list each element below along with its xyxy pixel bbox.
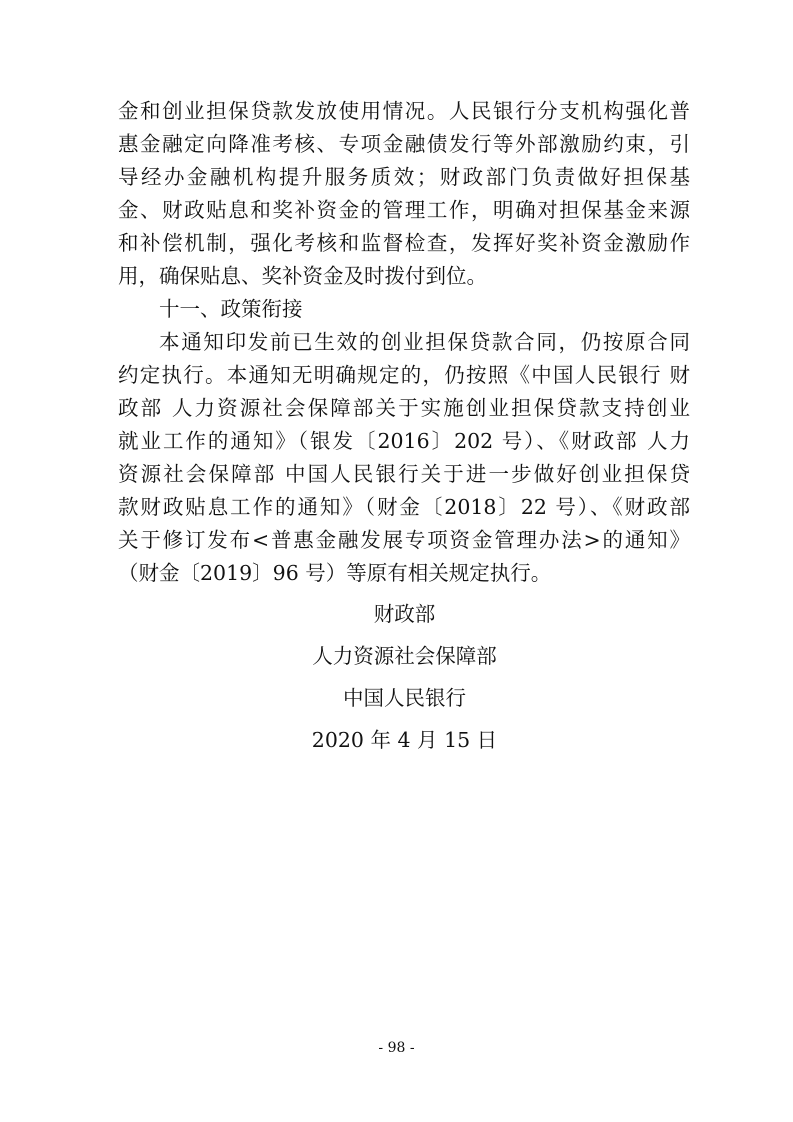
- section-line: 关于修订发布<普惠金融发展专项资金管理办法>的通知》: [118, 528, 690, 552]
- body-line: 惠金融定向降准考核、专项金融债发行等外部激励约束，引: [118, 132, 690, 156]
- signature-block: [0, 593, 793, 761]
- section-line: 就业工作的通知》（银发〔2016〕202 号）、《财政部 人力: [118, 429, 690, 453]
- document-date: 2020 年 4 月 15 日: [311, 728, 498, 752]
- page-number: - 98 -: [378, 1040, 415, 1056]
- section-line: 本通知印发前已生效的创业担保贷款合同，仍按原合同: [159, 330, 690, 354]
- section-line: 款财政贴息工作的通知》（财金〔2018〕22 号）、《财政部: [118, 495, 690, 519]
- signatory-ministry-of-finance: 财政部: [373, 602, 436, 626]
- signatory-ministry-of-human-resources: 人力资源社会保障部: [312, 644, 497, 668]
- section-line: 约定执行。本通知无明确规定的，仍按照《中国人民银行 财: [118, 363, 690, 387]
- body-line: 导经办金融机构提升服务质效；财政部门负责做好担保基: [118, 165, 690, 189]
- section-heading: 十一、政策衔接: [159, 297, 303, 321]
- body-line: 金、财政贴息和奖补资金的管理工作，明确对担保基金来源: [118, 198, 690, 222]
- signatory-peoples-bank-of-china: 中国人民银行: [343, 686, 466, 710]
- section-line: （财金〔2019〕96 号）等原有相关规定执行。: [118, 561, 552, 585]
- section-line: 政部 人力资源社会保障部关于实施创业担保贷款支持创业: [118, 396, 690, 420]
- body-line: 和补偿机制，强化考核和监督检查，发挥好奖补资金激励作: [118, 231, 690, 255]
- body-line: 用，确保贴息、奖补资金及时拨付到位。: [118, 264, 487, 288]
- document-body: [118, 95, 690, 590]
- section-line: 资源社会保障部 中国人民银行关于进一步做好创业担保贷: [118, 462, 690, 486]
- body-line: 金和创业担保贷款发放使用情况。人民银行分支机构强化普: [118, 99, 690, 123]
